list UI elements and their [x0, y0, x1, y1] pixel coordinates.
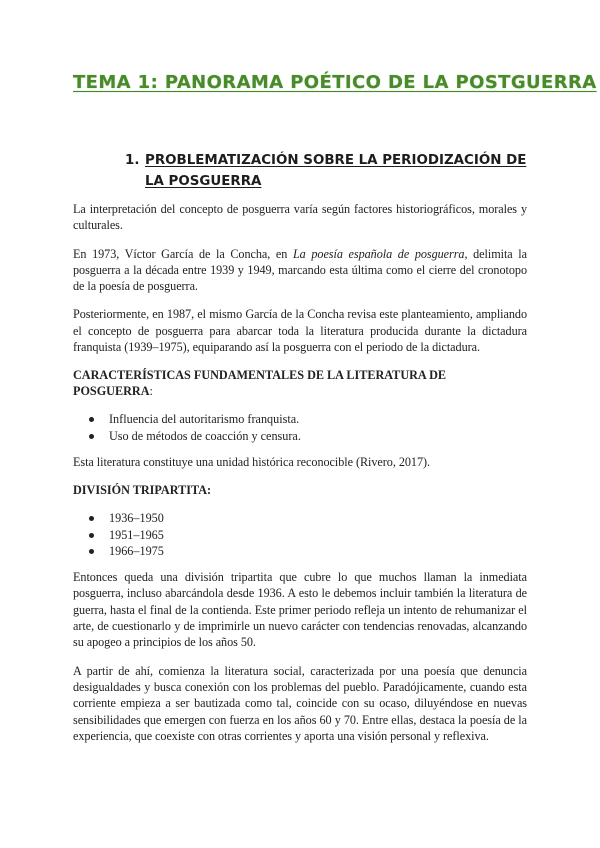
list-item	[89, 428, 527, 444]
list-item-text: Influencia del autoritarismo franquista.	[109, 412, 300, 427]
list-item-text: 1936–1950	[109, 511, 164, 526]
section-number: 1.	[125, 153, 140, 168]
list-item	[89, 527, 527, 543]
page-title: TEMA 1: PANORAMA POÉTICO DE LA POSTGUERRA	[73, 72, 597, 93]
paragraph-4: Esta literatura constituye una unidad histórica reconocible (Rivero, 2017).	[73, 454, 431, 469]
division-list	[73, 510, 527, 559]
bullet-icon	[89, 417, 94, 422]
paragraph-6: A partir de ahí, comienza la literatura social, caracterizada por una poesía que denuncia desigualdades y busca conexión con los problemas del pueblo. Paradójicamente, cuando esta corriente empieza a ser bautizada como tal, coincide con su ocaso, diluyéndose en nuevas sensibilidades que emergen con fuerza en los años 60 y 70. Entre ellas, destaca la poesía de la experiencia, que coexiste con otras corrientes y aporta una visión personal y reflexiva.	[73, 663, 527, 743]
section-heading-text: PROBLEMATIZACIÓN SOBRE LA PERIODIZACIÓN DE LA POSGUERRA	[145, 153, 527, 189]
paragraph-1: La interpretación del concepto de posguerra varía según factores historiográficos, morales y culturales.	[73, 202, 527, 233]
bullet-icon	[89, 533, 94, 538]
paragraph-2	[73, 246, 527, 295]
list-item-text: 1951–1965	[109, 527, 164, 542]
book-title: La poesía española de posguerra	[292, 246, 465, 261]
bullet-icon	[89, 434, 94, 439]
list-item	[89, 543, 527, 559]
caracteristicas-heading	[73, 367, 527, 399]
caracteristicas-list	[73, 411, 527, 444]
division-heading: DIVISIÓN TRIPARTITA:	[73, 483, 212, 498]
caracteristicas-colon: :	[149, 384, 153, 399]
list-item-text: Uso de métodos de coacción y censura.	[109, 428, 301, 443]
paragraph-3: Posteriormente, en 1987, el mismo García de la Concha revisa este planteamiento, ampliando el concepto de posguerra para abarcar toda la literatura producida durante la dictadura franquista (1939–1975), equiparando así la posguerra con el periodo de la dictadura.	[73, 307, 527, 355]
caracteristicas-heading-text: CARACTERÍSTICAS FUNDAMENTALES DE LA LITERATURA DE POSGUERRA	[73, 368, 447, 399]
body-text	[73, 201, 527, 756]
paragraph-2-after: , delimita la posguerra a la década entre 1939 y 1949, marcando esta última como el cierre del cronotopo de la poesía de posguerra.	[73, 246, 527, 294]
list-item-text: 1966–1975	[109, 543, 164, 558]
paragraph-5: Entonces queda una división tripartita que cubre lo que muchos llaman la inmediata posguerra, incluso abarcándola desde 1936. A esto le debemos incluir también la literatura de guerra, hasta el final de la contienda. Este primer periodo refleja un intento de rehumanizar el arte, de cuestionarlo y de imprimirle un nuevo carácter con tendencias renovadas, alcanzando su apogeo a principios de los años 50.	[73, 570, 527, 650]
list-item	[89, 411, 527, 427]
section-heading	[125, 150, 535, 192]
bullet-icon	[89, 549, 94, 554]
list-item	[89, 510, 527, 526]
bullet-icon	[89, 516, 94, 521]
paragraph-2-before: En 1973, Víctor García de la Concha, en	[73, 246, 293, 261]
